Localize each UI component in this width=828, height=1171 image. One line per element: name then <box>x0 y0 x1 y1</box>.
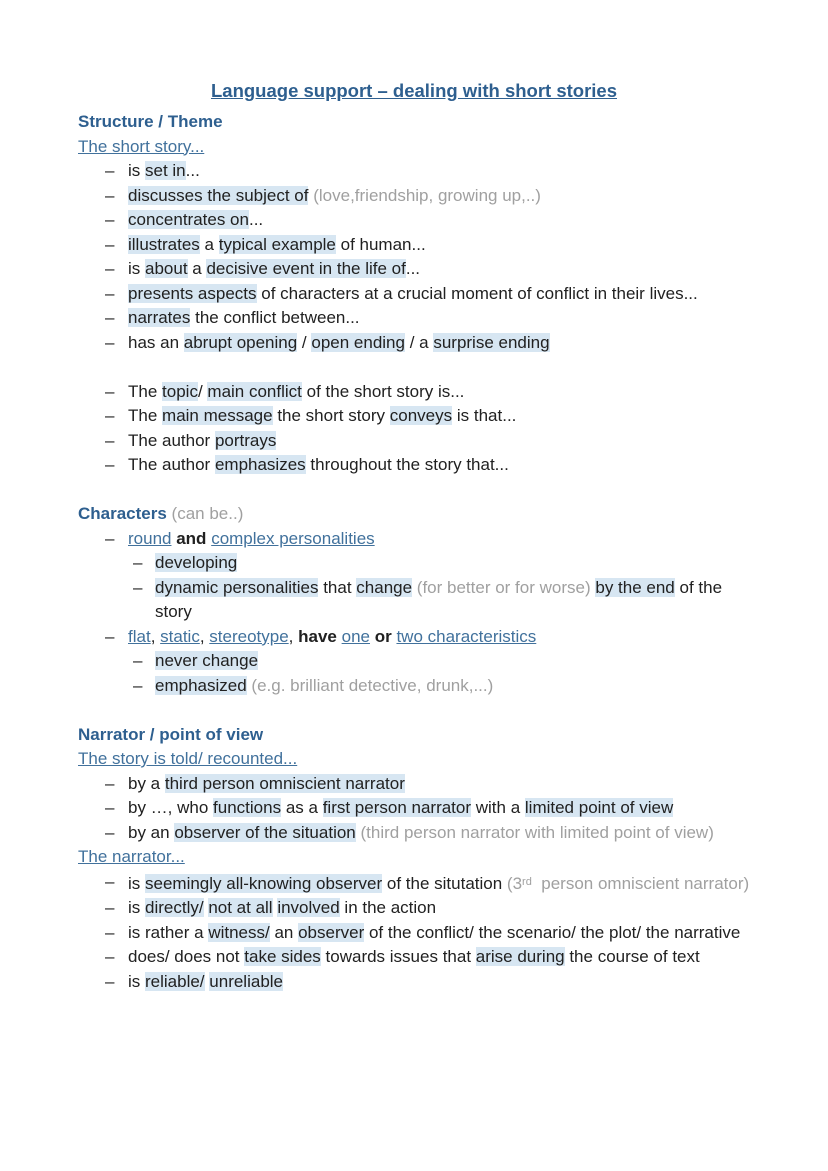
bullet-list <box>78 772 750 846</box>
list-item-text <box>128 627 536 646</box>
text-segment: is <box>128 898 145 917</box>
text-segment: an <box>269 922 299 942</box>
highlighted-text: take sides <box>244 947 321 966</box>
text-segment: ... <box>185 161 200 180</box>
bullet-dash-icon: – <box>105 947 115 966</box>
highlighted-text: typical example <box>218 234 336 254</box>
bullet-dash-icon: – <box>105 185 115 205</box>
bullet-dash-icon: – <box>105 798 115 817</box>
text-segment: The <box>128 406 163 425</box>
highlighted-text: limited point of view <box>524 798 674 817</box>
bullet-dash-icon: – <box>105 822 115 842</box>
bullet-dash-icon: – <box>133 577 143 597</box>
text-segment: towards issues that <box>320 947 476 966</box>
highlighted-text: developing <box>155 553 238 572</box>
text-segment: the course of text <box>564 947 700 966</box>
list-item <box>78 649 750 674</box>
text-segment: is that... <box>452 406 517 425</box>
list-item <box>78 576 750 625</box>
bullet-dash-icon: – <box>105 283 115 303</box>
muted-text: person omniscient narrator) <box>531 873 750 893</box>
list-item <box>78 970 750 995</box>
text-segment: does/ does not <box>128 947 245 966</box>
list-item <box>78 772 750 797</box>
text-segment: of the situtation <box>382 873 507 893</box>
list-item <box>78 429 750 454</box>
muted-text: (third person narrator with limited point of view) <box>360 822 714 842</box>
section-heading <box>78 723 750 748</box>
list-item <box>78 896 750 921</box>
text-segment: The <box>128 381 163 401</box>
list-item <box>78 159 750 184</box>
list-item-text <box>128 972 283 991</box>
list-item-text <box>155 676 493 695</box>
bullet-dash-icon: – <box>133 675 143 695</box>
link-paragraph[interactable]: The short story... <box>78 136 205 156</box>
highlighted-text: directly/ <box>145 898 204 917</box>
list-item <box>78 380 750 405</box>
bullet-dash-icon: – <box>105 773 115 793</box>
list-item <box>78 208 750 233</box>
highlighted-text: seemingly all-knowing observer <box>145 873 383 893</box>
list-item <box>78 233 750 258</box>
text-segment: / <box>297 332 312 352</box>
bullet-dash-icon: – <box>105 234 115 254</box>
list-item-text <box>128 455 509 474</box>
list-item <box>78 404 750 429</box>
inline-link[interactable]: round <box>128 528 172 548</box>
text-segment: , <box>288 626 299 646</box>
highlighted-text: set in <box>145 161 186 180</box>
highlighted-text: emphasized <box>155 675 247 695</box>
text-segment: a <box>187 259 207 278</box>
list-item <box>78 282 750 307</box>
bullet-list <box>78 159 750 355</box>
text-segment: The author <box>128 430 215 450</box>
list-item-text <box>128 259 420 278</box>
highlighted-text: topic <box>162 381 198 401</box>
spacer <box>78 698 750 723</box>
bullet-dash-icon: – <box>133 651 143 670</box>
section-heading-text: Narrator / point of view <box>78 724 264 744</box>
document-body <box>78 110 750 994</box>
highlighted-text: abrupt opening <box>183 332 298 352</box>
list-item-text <box>128 874 749 893</box>
text-segment: ... <box>248 210 264 229</box>
highlighted-text: third person omniscient narrator <box>164 773 405 793</box>
list-item <box>78 551 750 576</box>
text-segment: / <box>197 381 208 401</box>
section-heading <box>78 502 750 527</box>
text-segment: of human... <box>335 234 426 254</box>
list-item <box>78 306 750 331</box>
bold-text: and <box>176 528 207 548</box>
highlighted-text: not at all <box>208 898 273 917</box>
list-item-text <box>155 553 237 572</box>
highlighted-text: decisive event in the life of <box>206 259 406 278</box>
list-item <box>78 257 750 282</box>
bullet-list <box>78 527 750 699</box>
bullet-dash-icon: – <box>105 898 115 917</box>
list-item-text <box>128 774 405 793</box>
inline-link[interactable]: static <box>160 626 200 646</box>
highlighted-text: narrates <box>128 308 191 327</box>
highlighted-text: observer of the situation <box>174 822 356 842</box>
highlighted-text: main conflict <box>207 381 302 401</box>
highlighted-text: presents aspects <box>128 283 257 303</box>
highlighted-text: never change <box>155 651 259 670</box>
highlighted-text: unreliable <box>209 971 284 991</box>
list-item-text <box>128 406 516 425</box>
inline-link[interactable]: one <box>341 626 370 646</box>
text-segment: the short story <box>272 406 390 425</box>
inline-link[interactable]: flat <box>128 626 151 646</box>
highlighted-text: witness/ <box>208 922 270 942</box>
muted-text: (love,friendship, growing up,..) <box>313 185 541 205</box>
section-heading-text: Characters <box>78 504 167 523</box>
text-segment: of the story <box>155 577 727 621</box>
text-segment: by a <box>128 773 165 793</box>
list-item-text <box>128 823 714 842</box>
muted-text: (e.g. brilliant detective, drunk,...) <box>251 675 494 695</box>
highlighted-text: illustrates <box>128 234 200 254</box>
spacer <box>78 355 750 380</box>
list-item-text <box>128 235 426 254</box>
text-segment: is <box>128 161 145 180</box>
bullet-dash-icon: – <box>105 210 115 229</box>
highlighted-text: surprise ending <box>433 332 550 352</box>
list-item-text <box>128 161 200 180</box>
section-heading-text: Structure / Theme <box>78 112 223 131</box>
bold-text: have <box>298 626 337 646</box>
link-paragraph[interactable]: The story is told/ recounted... <box>78 749 298 768</box>
heading-suffix: (can be..) <box>166 504 244 523</box>
text-segment: by an <box>128 822 175 842</box>
muted-text: (3 <box>506 873 523 893</box>
text-segment: , <box>150 626 161 646</box>
list-item-text <box>155 651 258 670</box>
text-segment: a <box>199 234 219 254</box>
bullet-dash-icon: – <box>105 971 115 991</box>
bullet-dash-icon: – <box>133 553 143 572</box>
list-item <box>78 945 750 970</box>
highlighted-text: observer <box>298 922 365 942</box>
text-segment: ... <box>405 259 421 278</box>
bullet-dash-icon: – <box>105 626 115 646</box>
highlighted-text: arise during <box>475 947 565 966</box>
spacer <box>78 478 750 503</box>
highlighted-text: conveys <box>389 406 453 425</box>
highlighted-text: discusses the subject of <box>128 185 309 205</box>
list-item <box>78 870 750 897</box>
bullet-dash-icon: – <box>105 259 115 278</box>
inline-link[interactable]: complex personalities <box>211 528 375 548</box>
list-item-text <box>128 308 360 327</box>
highlighted-text: reliable/ <box>145 971 205 991</box>
list-item <box>78 527 750 552</box>
list-item <box>78 453 750 478</box>
text-segment: The author <box>128 455 215 474</box>
highlighted-text: by the end <box>595 577 675 597</box>
link-paragraph[interactable]: The narrator... <box>78 847 185 866</box>
highlighted-text: functions <box>213 798 282 817</box>
list-item <box>78 921 750 946</box>
highlighted-text: open ending <box>311 332 405 352</box>
text-segment: throughout the story that... <box>305 455 509 474</box>
text-segment: of characters at a crucial moment of conflict in their lives... <box>256 283 698 303</box>
list-item-text <box>128 333 550 352</box>
highlighted-text: portrays <box>214 430 277 450</box>
list-item-text <box>128 186 541 205</box>
list-item-text <box>128 923 740 942</box>
text-segment: is rather a <box>128 922 209 942</box>
list-item <box>78 331 750 356</box>
text-segment: is <box>128 873 145 893</box>
list-item-text <box>155 578 727 622</box>
list-item-text <box>128 431 276 450</box>
text-segment: is <box>128 259 145 278</box>
section-heading <box>78 110 750 135</box>
list-item-text <box>128 529 375 548</box>
text-segment: that <box>318 577 357 597</box>
highlighted-text: change <box>356 577 413 597</box>
highlighted-text: about <box>145 259 188 278</box>
bullet-dash-icon: – <box>105 871 115 891</box>
highlighted-text: main message <box>162 406 273 425</box>
text-segment: is <box>128 971 145 991</box>
highlighted-text: emphasizes <box>214 455 306 474</box>
text-segment: / a <box>404 332 434 352</box>
bullet-list <box>78 870 750 995</box>
list-item <box>78 674 750 699</box>
text-segment: the conflict between... <box>190 308 360 327</box>
highlighted-text: involved <box>277 898 340 917</box>
highlighted-text: dynamic personalities <box>155 577 319 597</box>
text-segment: as a <box>281 798 323 817</box>
inline-link[interactable]: two characteristics <box>396 626 537 646</box>
page-title: Language support – dealing with short stories <box>210 80 617 101</box>
list-item-text <box>128 798 673 817</box>
text-segment: , <box>199 626 210 646</box>
list-item-text <box>128 210 263 229</box>
list-item <box>78 821 750 846</box>
list-item <box>78 796 750 821</box>
inline-link[interactable]: stereotype <box>209 626 289 646</box>
list-item-text <box>128 947 700 966</box>
bold-text: or <box>374 626 392 646</box>
text-segment: in the action <box>339 898 437 917</box>
bullet-dash-icon: – <box>105 430 115 450</box>
list-item-text <box>128 898 436 917</box>
text-segment: has an <box>128 332 184 352</box>
bullet-dash-icon: – <box>105 332 115 352</box>
text-segment: by …, who <box>128 798 214 817</box>
muted-text: (for better or for worse) <box>416 577 591 597</box>
list-item-text <box>128 284 698 303</box>
list-item-text <box>128 382 464 401</box>
bullet-dash-icon: – <box>105 528 115 548</box>
text-segment: of the short story is... <box>301 381 465 401</box>
bullet-dash-icon: – <box>105 922 115 942</box>
bullet-dash-icon: – <box>105 455 115 474</box>
highlighted-text: concentrates on <box>128 210 249 229</box>
bullet-list <box>78 380 750 478</box>
text-segment: of the conflict/ the scenario/ the plot/ the narrative <box>364 922 741 942</box>
bullet-dash-icon: – <box>105 381 115 401</box>
bullet-dash-icon: – <box>105 406 115 425</box>
list-item <box>78 184 750 209</box>
list-item <box>78 625 750 650</box>
bullet-dash-icon: – <box>105 308 115 327</box>
muted-superscript: rd <box>522 875 532 888</box>
text-segment: with a <box>471 798 525 817</box>
highlighted-text: first person narrator <box>322 798 472 817</box>
bullet-dash-icon: – <box>105 161 115 180</box>
